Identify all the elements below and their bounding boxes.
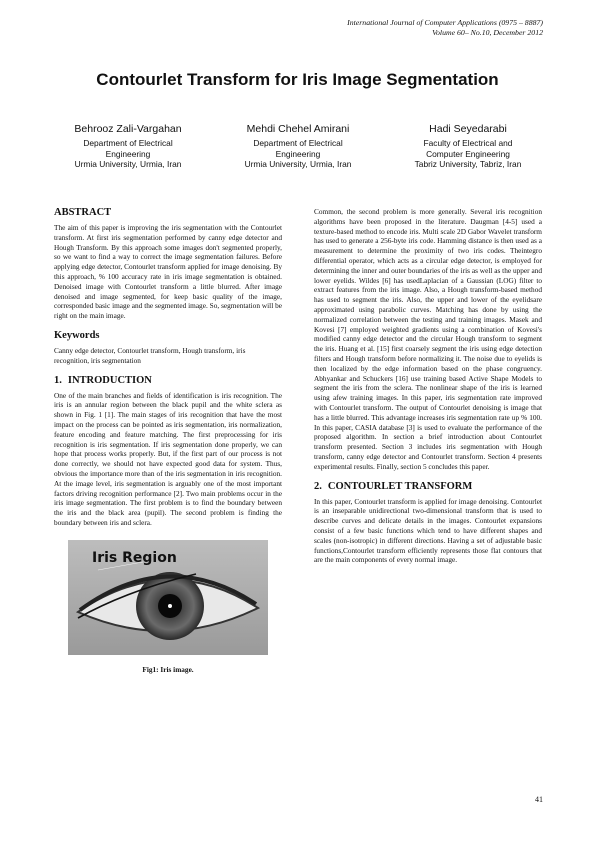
author-affiliation: Computer Engineering [426, 148, 510, 159]
author-affiliation: Department of Electrical [253, 138, 343, 148]
author-affiliation: Department of Electrical [83, 138, 173, 148]
author-name: Mehdi Chehel Amirani [246, 123, 350, 135]
figure-caption: Fig1: Iris image. [142, 664, 194, 674]
section-title: CONTOURLET TRANSFORM [327, 480, 473, 492]
author-affiliation: Urmia University, Urmia, Iran [74, 159, 182, 169]
page-number: 41 [535, 795, 543, 804]
body-paragraph: Common, the second problem is more generally. Several iris recognition algorithms have been proposed in the literature. Daugman [4-5] used a texture-based method to encode iris. Multi scale 2D Gabor Wavelet transform has used to generate a 256-byte iris code. Hamming distance is then used as a measurement to determine the proximity of two iris codes. Theintegro differential operator, which acts as a circular edge detector, is employed for determining the inner and outer boundaries of the iris as well as the upper and lower eyelids. Wildes [6] has usedLaplacian of a Gaussian (LOG) filter to extract features from the iris image. Also, a Hough transform-based method has used to segment the iris. Also, the upper and lower of the eyelidsare approximated using parabolic curves. Matching has done by using the normalized correlation between the testing and training images. Masek and Kovesi [7] employed weighted gradients using a combination of Kovesi's modified canny edge detector and the circular Hough transform to segment the iris. Huang et al. [15] first coarsely segment the iris using edge detection filters and Hough transform before normalizing it. The noise due to eyelids is then localized by the edge information based on the phase congruency. Abhyankar and Schuckers [16] use training based Active Shape Models to segment the iris from the sclera. The nonlinear shape of the iris is learned using afew training images. In this paper, iris segmentation rate improved with Contourlet transform. The output of Contourlet denoising is image that has a little blurred. This advantage increases iris segmentation rate up % 100. In this paper, CASIA database [3] is used to evaluate the performance of the proposed algorithm. In section a brief introduction about Contourlet transform presented. Section 3 includes iris segmentation with Hough transform, canny edge detector and Contourlet transform. Section 4 presents experimental results. Finally, section 5 concludes this paper. [314, 207, 542, 471]
paper-title: Contourlet Transform for Iris Image Segmentation [96, 70, 499, 89]
abstract-heading: ABSTRACT [54, 207, 112, 218]
intro-text: One of the main branches and fields of identification is iris recognition. The iris is an annular region between the black pupil and the white sclera as shown in Fig. 1 [1]. The main stages of iris recognition that have the most impact on the process can be pointed as iris segmentation, iris normalization, feature encoding and feature matching. The first preprocessing for iris recognition is iris segmentation. If iris segmentation done properly, we can hope that process works properly. But, if the first part of our process is not done correctly, we should not have expected good data for system. Thus, obvious the importance more than of the iris segmentation in iris recognition. At the image level, iris segmentation is arguably one of the most important factors driving recognition performance [2]. Two main problems occur in the iris image segmentation. The first problem is to find the boundary between the iris and the black area (pupil). The second problem is finding the boundary between iris and sclera. [54, 390, 282, 527]
journal-header [347, 18, 543, 38]
right-column [314, 207, 542, 565]
section-number: 2. [314, 480, 322, 492]
intro-heading [54, 375, 282, 387]
author-name: Behrooz Zali-Vargahan [74, 123, 182, 135]
section-number: 1. [54, 374, 62, 386]
author-2 [218, 122, 378, 170]
keywords-heading: Keywords [54, 329, 100, 341]
author-1 [48, 122, 208, 170]
abstract-text: The aim of this paper is improving the iris segmentation with the Contourlet transform. At first iris segmentation performed by canny edge detector and Hough Transform. By this approach some images don't segmented properly, so we want to find a way to correct the image segmentation failures. Before applying edge detector, Contourlet transform applied for image denoising. By this approach, % 100 accuracy rate in iris image segmentation is obtained. Denoised image with Contourlet transform a little blurred. After image denoised and image segmented, for keep basic quality of the image, corresponded basic image and the segmented image. So, segmentation will be right on the main image. [54, 223, 282, 321]
author-affiliation: Tabriz University, Tabriz, Iran [414, 159, 522, 169]
figure-label: Iris Region [92, 549, 177, 566]
journal-volume: Volume 60– No.10, December 2012 [432, 28, 543, 37]
author-name: Hadi Seyedarabi [429, 123, 507, 135]
author-affiliation: Engineering [105, 148, 151, 159]
keywords-text: Canny edge detector, Contourlet transform, Hough transform, iris recognition, iris segmentation [54, 345, 246, 365]
journal-name: International Journal of Computer Applications (0975 – 8887) [347, 18, 543, 27]
section-title: INTRODUCTION [67, 374, 152, 386]
left-column [54, 207, 282, 675]
body-paragraph: In this paper, Contourlet transform is applied for image denoising. Contourlet is an inseparable unidirectional two-dimensional transform that is used to describe curves and delicate details in the images. Contourlet expansions consist of a few basic functions which tend to have different shapes and scales (non-isotropic) in different directions. Having a set of adjustable basic functions,Contourlet transform efficiently represents those flat contours that are the main components of every normal image. [314, 496, 542, 565]
iris-image [68, 540, 268, 655]
author-affiliation: Faculty of Electrical and [423, 138, 513, 148]
figure-1 [54, 540, 282, 675]
author-affiliation: Engineering [275, 148, 321, 159]
author-affiliation: Urmia University, Urmia, Iran [244, 159, 352, 169]
author-3 [388, 122, 548, 170]
author-block [48, 122, 548, 170]
section-2-heading [314, 481, 542, 493]
